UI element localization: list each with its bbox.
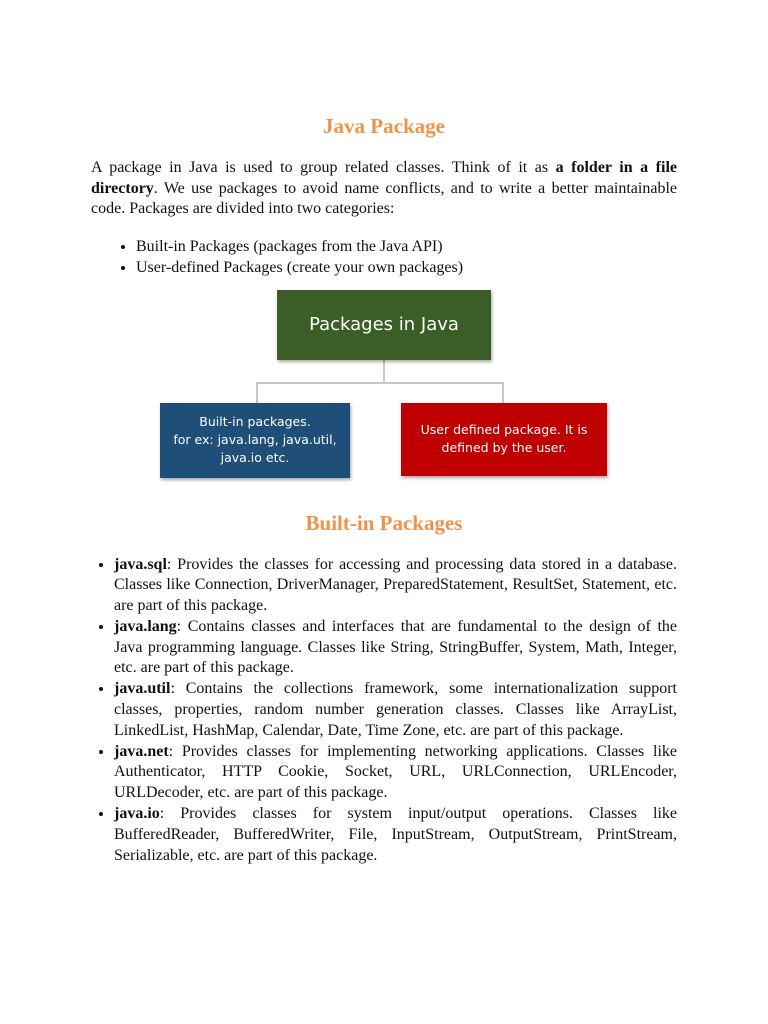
document-page xyxy=(91,0,677,866)
diagram-builtin-line2: for ex: java.lang, java.util, xyxy=(173,432,337,447)
diagram-user-defined-box xyxy=(401,403,607,476)
package-name: java.net xyxy=(114,742,169,760)
package-item-java-io xyxy=(114,804,677,866)
intro-paragraph xyxy=(91,158,677,220)
diagram-user-line2: defined by the user. xyxy=(441,440,567,455)
package-item-java-net xyxy=(114,742,677,804)
diagram-builtin-line3: java.io etc. xyxy=(220,450,290,465)
package-name: java.sql xyxy=(114,555,167,573)
diagram-builtin-box xyxy=(160,403,350,478)
package-name: java.io xyxy=(114,805,160,823)
package-description: : Contains classes and interfaces that are fundamental to the design of the Java programming language. Classes like String, StringBuffer, System, Math, Integer, etc. are part of this package. xyxy=(114,617,677,677)
category-item-user-defined: • User-defined Packages (create your own packages) xyxy=(136,257,677,278)
package-item-java-util xyxy=(114,679,677,741)
package-list xyxy=(91,555,677,867)
diagram-user-line1: User defined package. It is xyxy=(420,422,588,437)
intro-text-before: A package in Java is used to group related classes. Think of it as xyxy=(91,159,556,176)
category-item-builtin: • Built-in Packages (packages from the Java API) xyxy=(136,236,677,257)
package-description: : Contains the collections framework, some internationalization support classes, properties, random number generation classes. Classes like ArrayList, LinkedList, HashMap, Calendar, Date, Time Zone, etc. are part of this package. xyxy=(114,680,677,739)
diagram-connector-horizontal xyxy=(256,382,504,384)
category-list xyxy=(91,236,677,278)
package-name: java.util xyxy=(114,680,171,698)
package-description: : Provides the classes for accessing and processing data stored in a database. Classes like Connection, DriverManager, PreparedStatement, ResultSet, Statement, etc. are part of this package. xyxy=(114,555,677,615)
section-title-builtin: Built-in Packages xyxy=(305,510,463,535)
diagram-connector-left xyxy=(256,382,258,403)
package-item-java-lang xyxy=(114,617,677,679)
package-name: java.lang xyxy=(114,617,177,635)
diagram-root-label: Packages in Java xyxy=(309,314,459,335)
package-description: : Provides classes for implementing networking applications. Classes like Authenticator, HTTP Cookie, Socket, URL, URLConnection, URLEncoder, URLDecoder, etc. are part of this package. xyxy=(114,742,677,802)
diagram-builtin-line1: Built-in packages. xyxy=(199,414,311,429)
intro-text-after: . We use packages to avoid name conflicts, and to write a better maintainable code. Packages are divided into two categories: xyxy=(91,179,677,217)
intro-text-bold: a folder in a file directory xyxy=(91,159,678,197)
diagram-root-box xyxy=(277,290,491,360)
diagram-connector-root xyxy=(383,360,385,382)
page-title: Java Package xyxy=(323,114,445,138)
package-description: : Provides classes for system input/output operations. Classes like BufferedReader, BufferedWriter, File, InputStream, OutputStream, PrintStream, Serializable, etc. are part of this package. xyxy=(114,805,677,864)
diagram-connector-right xyxy=(502,382,504,403)
package-item-java-sql xyxy=(114,555,677,617)
packages-diagram xyxy=(91,290,677,484)
